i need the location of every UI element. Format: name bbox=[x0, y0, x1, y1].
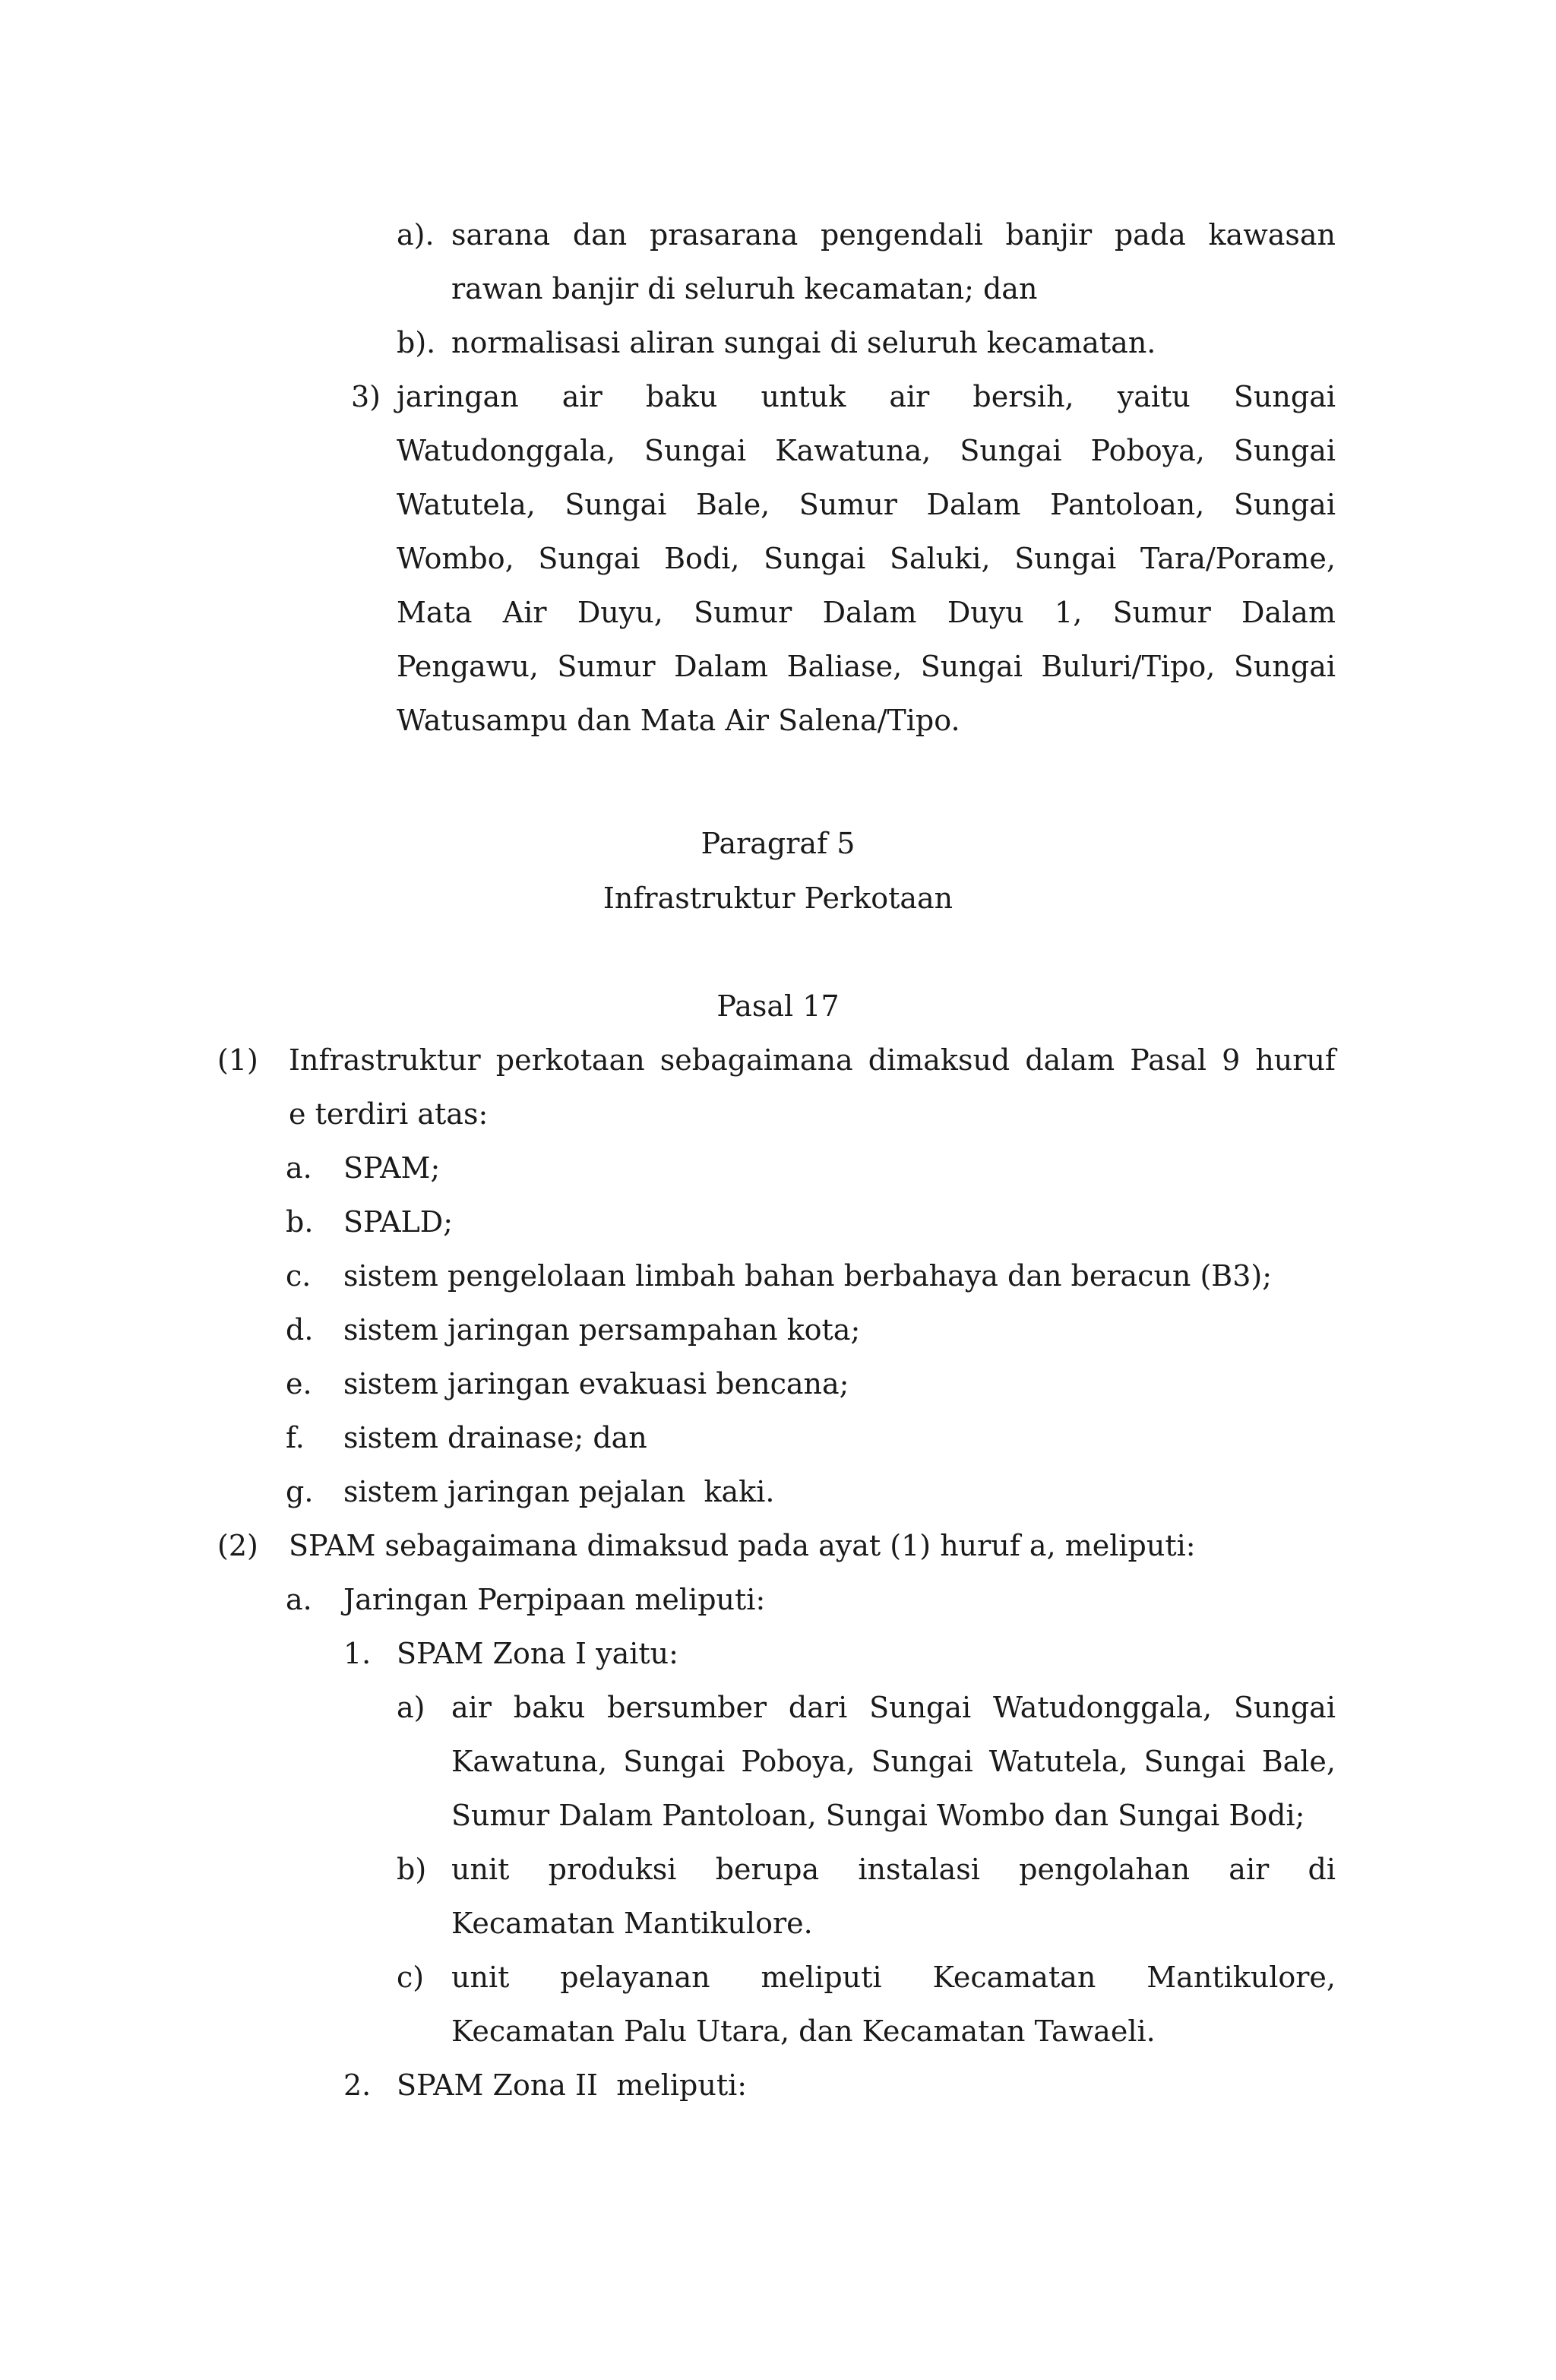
zona-1-item-c-marker: c) bbox=[397, 1961, 425, 1994]
item-a-line-2: rawan banjir di seluruh kecamatan; dan bbox=[451, 272, 1038, 305]
item-marker-b: b). bbox=[397, 326, 436, 359]
ayat-2-text: SPAM sebagaimana dimaksud pada ayat (1) huruf a, meliputi: bbox=[289, 1529, 1196, 1562]
item-3-line-7: Watusampu dan Mata Air Salena/Tipo. bbox=[397, 704, 960, 737]
zona-1-item-c-line-1: unit pelayanan meliputi Kecamatan Mantikulore, bbox=[451, 1961, 1336, 1994]
item-marker-3: 3) bbox=[351, 380, 381, 413]
item-a-line-1: sarana dan prasarana pengendali banjir pada kawasan bbox=[451, 218, 1336, 252]
ayat-2-marker: (2) bbox=[217, 1529, 258, 1562]
pasal-title: Pasal 17 bbox=[716, 989, 840, 1023]
zona-2-text: SPAM Zona II meliputi: bbox=[397, 2068, 748, 2102]
ayat-1-item-a: SPAM; bbox=[343, 1151, 441, 1185]
ayat-1-item-c: sistem pengelolaan limbah bahan berbahaya dan beracun (B3); bbox=[343, 1259, 1273, 1293]
item-b-line-1: normalisasi aliran sungai di seluruh kecamatan. bbox=[451, 326, 1156, 359]
item-3-line-3: Watutela, Sungai Bale, Sumur Dalam Pantoloan, Sungai bbox=[397, 488, 1336, 521]
ayat-1-item-e: sistem jaringan evakuasi bencana; bbox=[343, 1367, 849, 1400]
zona-2-marker: 2. bbox=[343, 2068, 372, 2102]
ayat-1-item-b-marker: b. bbox=[286, 1205, 314, 1239]
ayat-1-marker: (1) bbox=[217, 1043, 258, 1077]
zona-1-marker: 1. bbox=[343, 1637, 372, 1670]
zona-1-item-c-line-2: Kecamatan Palu Utara, dan Kecamatan Tawaeli. bbox=[451, 2014, 1156, 2048]
zona-1-text: SPAM Zona I yaitu: bbox=[397, 1637, 678, 1670]
zona-1-item-b-marker: b) bbox=[397, 1853, 427, 1886]
item-3-line-4: Wombo, Sungai Bodi, Sungai Saluki, Sungai Tara/Porame, bbox=[397, 542, 1336, 575]
ayat-1-item-g: sistem jaringan pejalan kaki. bbox=[343, 1475, 775, 1508]
paragraph-number: Paragraf 5 bbox=[701, 827, 855, 860]
ayat-1-item-f: sistem drainase; dan bbox=[343, 1421, 647, 1454]
ayat-1-item-a-marker: a. bbox=[286, 1151, 312, 1185]
zona-1-item-a-marker: a) bbox=[397, 1691, 425, 1724]
zona-1-item-a-line-3: Sumur Dalam Pantoloan, Sungai Wombo dan Sungai Bodi; bbox=[451, 1799, 1305, 1832]
zona-1-item-b-line-1: unit produksi berupa instalasi pengolahan air di bbox=[451, 1853, 1336, 1886]
ayat-1-item-b: SPALD; bbox=[343, 1205, 454, 1239]
ayat-1-item-c-marker: c. bbox=[286, 1259, 312, 1293]
item-3-line-1: jaringan air baku untuk air bersih, yaitu Sungai bbox=[397, 380, 1336, 413]
ayat-1-line-2: e terdiri atas: bbox=[289, 1097, 489, 1131]
item-3-line-5: Mata Air Duyu, Sumur Dalam Duyu 1, Sumur Dalam bbox=[397, 596, 1336, 629]
ayat-1-item-d: sistem jaringan persampahan kota; bbox=[343, 1313, 861, 1347]
ayat-2-sub-a: Jaringan Perpipaan meliputi: bbox=[343, 1583, 766, 1616]
zona-1-item-a-line-2: Kawatuna, Sungai Poboya, Sungai Watutela, Sungai Bale, bbox=[451, 1745, 1336, 1778]
item-marker-a: a). bbox=[397, 218, 435, 252]
ayat-1-item-g-marker: g. bbox=[286, 1475, 314, 1508]
ayat-2-sub-a-marker: a. bbox=[286, 1583, 312, 1616]
ayat-1-line-1: Infrastruktur perkotaan sebagaimana dimaksud dalam Pasal 9 huruf bbox=[289, 1043, 1336, 1077]
ayat-1-item-e-marker: e. bbox=[286, 1367, 312, 1400]
item-3-line-2: Watudonggala, Sungai Kawatuna, Sungai Poboya, Sungai bbox=[397, 434, 1336, 467]
item-3-line-6: Pengawu, Sumur Dalam Baliase, Sungai Buluri/Tipo, Sungai bbox=[397, 650, 1336, 683]
paragraph-title: Infrastruktur Perkotaan bbox=[602, 881, 954, 915]
zona-1-item-b-line-2: Kecamatan Mantikulore. bbox=[451, 1907, 813, 1940]
ayat-1-item-f-marker: f. bbox=[286, 1421, 305, 1454]
zona-1-item-a-line-1: air baku bersumber dari Sungai Watudonggala, Sungai bbox=[451, 1691, 1336, 1724]
ayat-1-item-d-marker: d. bbox=[286, 1313, 314, 1347]
